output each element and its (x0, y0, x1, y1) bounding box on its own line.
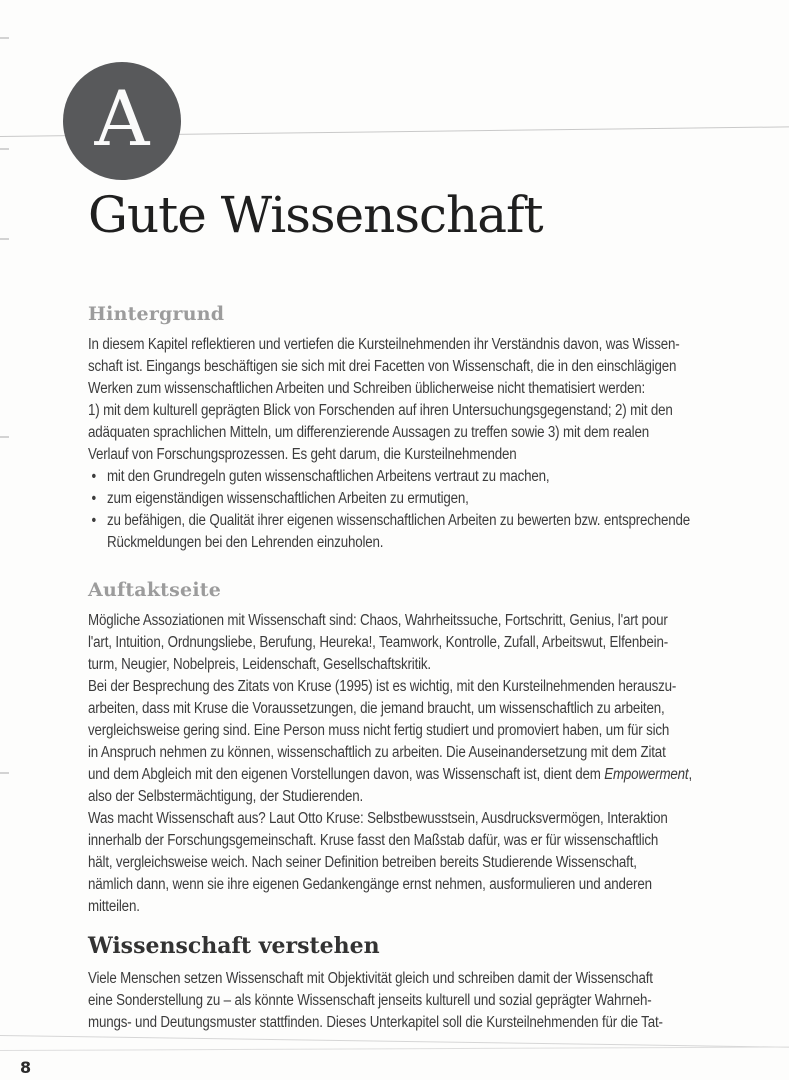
text-line: turm, Neugier, Nobelpreis, Leidenschaft, Gesellschaftskritik. (88, 656, 431, 673)
text-line: Verlauf von Forschungsprozessen. Es geht darum, die Kursteilnehmenden (88, 446, 517, 463)
text-line: Bei der Besprechung des Zitats von Kruse (1995) ist es wichtig, mit den Kursteilnehmenden herauszu- (88, 678, 677, 695)
paragraph (88, 808, 743, 918)
text-segment: und dem Abgleich mit den eigenen Vorstellungen davon, was Wissenschaft ist, dient dem (88, 766, 605, 783)
text-line: Viele Menschen setzen Wissenschaft mit Objektivität gleich und schreiben damit der Wissenschaft (88, 970, 653, 987)
text-line: Mögliche Assoziationen mit Wissenschaft sind: Chaos, Wahrheitssuche, Fortschritt, Genius, l'art pour (88, 612, 668, 629)
scan-artifact-line-bottom-2 (0, 1046, 789, 1051)
bullet-list (88, 466, 743, 554)
chapter-letter: A (94, 74, 150, 163)
scan-artifact-speck (0, 148, 9, 150)
paragraph (88, 968, 743, 1034)
text-line: In diesem Kapitel reflektieren und vertiefen die Kursteilnehmenden ihr Verständnis davon, was Wissen- (88, 336, 680, 353)
text-line: adäquaten sprachlichen Mitteln, um differenzierende Aussagen zu treffen sowie 3) mit dem realen (88, 424, 649, 441)
text-line: vergleichsweise gering sind. Eine Person muss nicht fertig studiert und promoviert haben, um für sich (88, 722, 670, 739)
text-line: also der Selbstermächtigung, der Studierenden. (88, 788, 364, 805)
bullet-item (88, 466, 743, 488)
title-block (88, 0, 748, 244)
text-line: Was macht Wissenschaft aus? Laut Otto Kruse: Selbstbewusstsein, Ausdrucksvermögen, Interaktion (88, 810, 668, 827)
section-subheading: Hintergrund (88, 303, 225, 325)
italic-text: Empowerment (604, 766, 689, 783)
text-line: in Anspruch nehmen zu können, wissenschaftlich zu arbeiten. Die Auseinandersetzung mit dem Zitat (88, 744, 666, 761)
text-line: Rückmeldungen bei den Lehrenden einzuholen. (106, 534, 384, 551)
text-line: l'art, Intuition, Ordnungsliebe, Berufung, Heureka!, Teamwork, Kontrolle, Zufall, Arbeitswut, Elfenbein- (88, 634, 668, 651)
paragraph (88, 676, 743, 808)
scan-artifact-speck (0, 436, 9, 438)
section-subheading: Auftaktseite (88, 579, 222, 601)
text-line: zu befähigen, die Qualität ihrer eigenen wissenschaftlichen Arbeiten zu bewerten bzw. entsprechende (106, 512, 691, 529)
text-line: eine Sonderstellung zu – als könnte Wissenschaft jenseits kulturell und sozial geprägter Wahrneh- (88, 992, 652, 1009)
text-line: hält, vergleichsweise weich. Nach seiner Definition betreiben bereits Studierende Wissenschaft, (88, 854, 637, 871)
text-line (88, 764, 743, 786)
section-heading: Wissenschaft verstehen (88, 933, 380, 959)
scan-artifact-speck (0, 772, 9, 774)
text-line: innerhalb der Forschungsgemeinschaft. Kruse fasst den Maßstab dafür, was er für wissenschaftlich (88, 832, 659, 849)
text-segment: , (688, 766, 693, 783)
text-line: 1) mit dem kulturell geprägten Blick von Forschenden auf ihren Untersuchungsgegenstand; 2) mit den (88, 402, 673, 419)
text-line: arbeiten, dass mit Kruse die Voraussetzungen, die jemand braucht, um wissenschaftlich zu arbeiten, (88, 700, 665, 717)
text-line: mit den Grundregeln guten wissenschaftlichen Arbeitens vertraut zu machen, (106, 468, 550, 485)
text-line: mungs- und Deutungsmuster stattfinden. Dieses Unterkapitel soll die Kursteilnehmenden für die Tat- (88, 1014, 663, 1031)
text-line: mitteilen. (88, 898, 140, 915)
page-number: 8 (20, 1058, 32, 1077)
text-line: schaft ist. Eingangs beschäftigen sie sich mit drei Facetten von Wissenschaft, die in den einschlägigen (88, 358, 677, 375)
scan-artifact-speck (0, 238, 9, 240)
page-content (88, 302, 768, 1034)
text-line: Werken zum wissenschaftlichen Arbeiten und Schreiben üblicherweise nicht thematisiert werden: (88, 380, 646, 397)
page-title: Gute Wissenschaft (88, 186, 543, 244)
paragraph (88, 610, 743, 676)
bullet-item (88, 510, 743, 554)
chapter-badge (63, 62, 181, 180)
bullet-icon: • (91, 512, 96, 529)
text-line: zum eigenständigen wissenschaftlichen Arbeiten zu ermutigen, (106, 490, 469, 507)
bullet-icon: • (91, 468, 96, 485)
bullet-item (88, 488, 743, 510)
paragraph (88, 334, 743, 466)
scan-artifact-speck (0, 37, 9, 39)
bullet-icon: • (91, 490, 96, 507)
text-line: nämlich dann, wenn sie ihre eigenen Gedankengänge ernst nehmen, ausformulieren und anderen (88, 876, 652, 893)
